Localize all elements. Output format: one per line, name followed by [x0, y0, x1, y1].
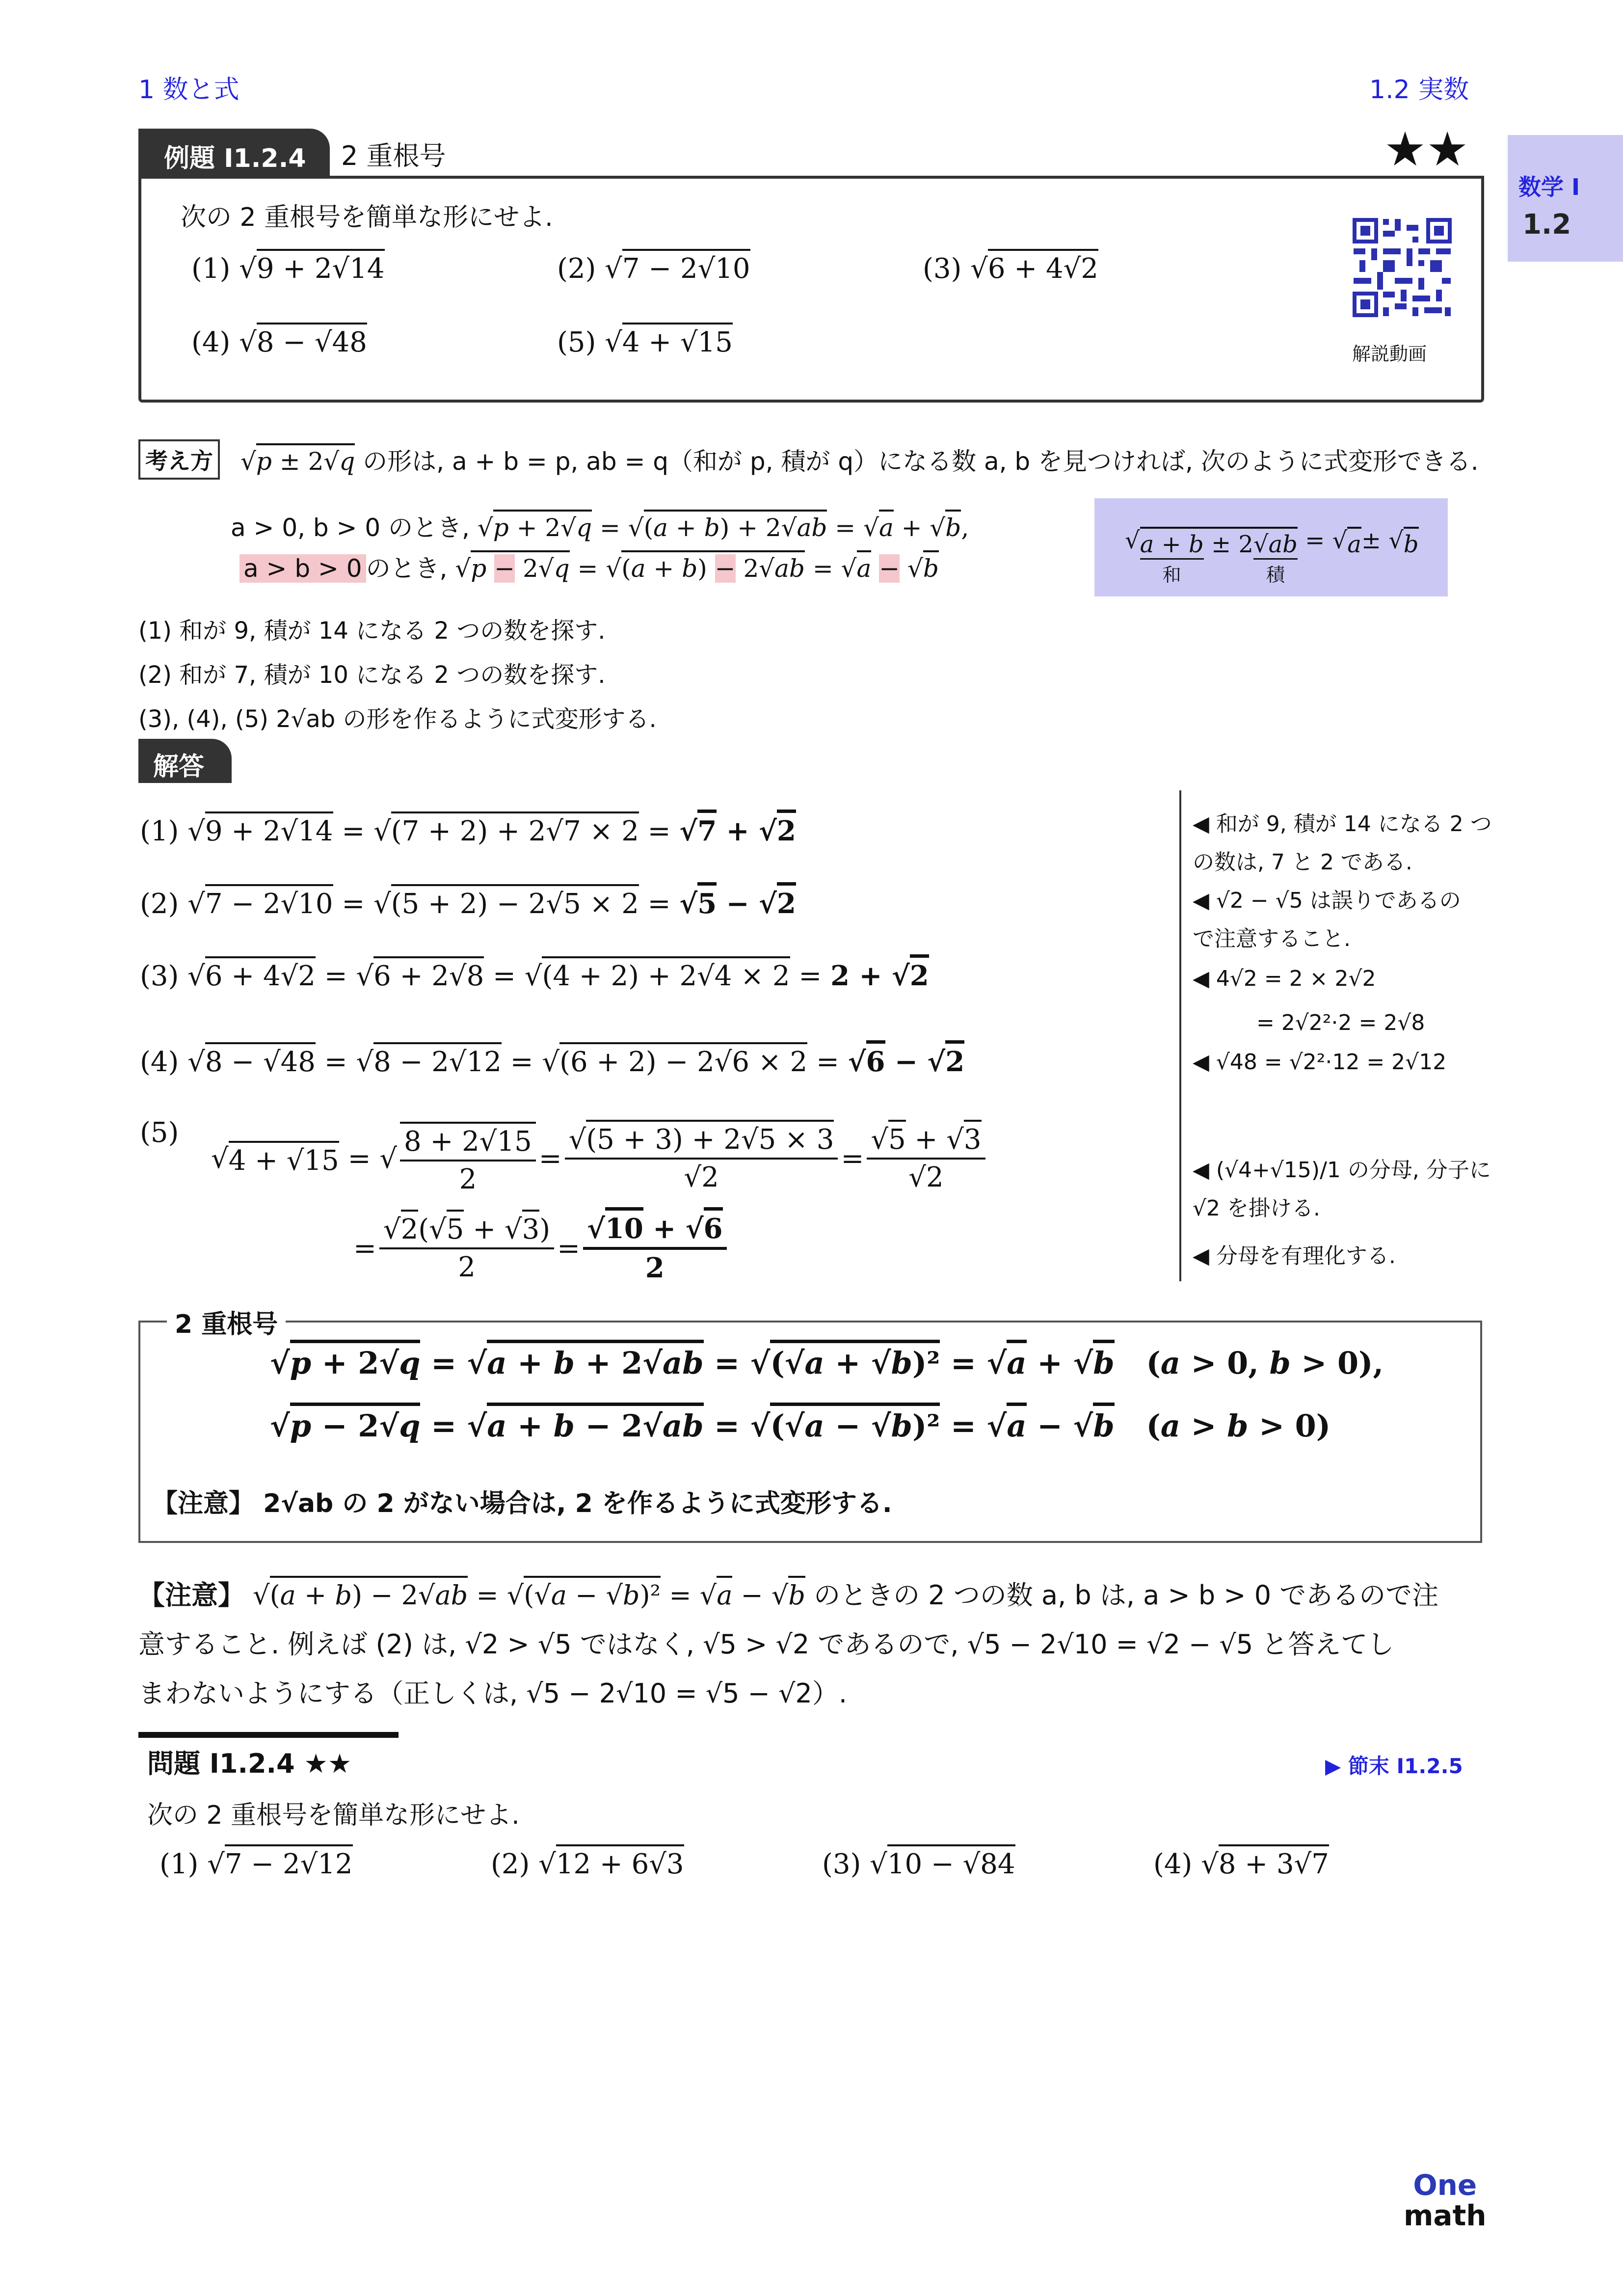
difficulty-stars: ★★ [1384, 122, 1469, 177]
side-note-1a: ◀ 和が 9, 積が 14 になる 2 つ [1193, 811, 1492, 837]
answer-label-tab [138, 739, 232, 783]
approach-label: 考え方 [138, 439, 220, 480]
example-item-5: (5) √4 + √15 [557, 326, 733, 358]
caution-line-1: のときの 2 つの数 a, b は, a > b > 0 であるので注 [814, 1580, 1439, 1611]
example-label-tab [138, 129, 330, 178]
answer-5-line-2: = $\frac{√2(√5 + √3)}{2}$ = $\frac{√10 + √6}{2}$ [353, 1213, 730, 1284]
example-item-2: (2) √7 − 2√10 [557, 253, 750, 285]
approach-note-1: (1) 和が 9, 積が 14 になる 2 つの数を探す. [138, 617, 606, 645]
answer-4: (4) √8 − √48 = √8 − 2√12 = √(6 + 2) − 2√6 × 2 = √6 − √2 [140, 1046, 964, 1078]
answer-1: (1) √9 + 2√14 = √(7 + 2) + 2√7 × 2 = √7 + √2 [140, 815, 796, 847]
example-item-3: (3) √6 + 4√2 [923, 253, 1098, 285]
approach-formula-box: √ a + b 和 ± 2 √ab 積 = √ a ± √ b [1094, 498, 1448, 596]
answer-5-label: (5) [140, 1117, 179, 1149]
side-note-5b: √2 を掛ける. [1193, 1196, 1321, 1221]
side-note-2a: ◀ √2 − √5 は誤りであるの [1193, 888, 1461, 913]
brand-logo [1404, 2170, 1487, 2231]
problem-item-2: (2) √12 + 6√3 [491, 1848, 684, 1880]
qr-code-icon[interactable] [1351, 216, 1454, 329]
summary-formula-2: √p − 2√q = √a + b − 2√ab = √(√a − √b)² = √a − √b (a > b > 0) [270, 1408, 1330, 1444]
example-item-4: (4) √8 − √48 [191, 326, 367, 358]
approach-case-1: a > 0, b > 0 のとき, √p + 2√q = √(a + b) + 2√ab = √a + √b, [231, 508, 969, 543]
side-note-3b: = 2√2²·2 = 2√8 [1256, 1010, 1425, 1035]
logo-line-2: math [1404, 2199, 1487, 2232]
side-note-4: ◀ √48 = √2²·12 = 2√12 [1193, 1050, 1447, 1075]
caution-line-2: 意すること. 例えば (2) は, √2 > √5 ではなく, √5 > √2 であるので, √5 − 2√10 = √2 − √5 と答えてし [138, 1629, 1394, 1660]
caution-paragraph: 【注意】 √(a + b) − 2√ab = √(√a − √b)² = √a − √b のときの 2 つの数 a, b は, a > b > 0 であるので注 意すること. 例えば (2) は, √2 > √5 ではなく, √5 > √2 であるので, √5 − 2√10 = √2 − √5 と答えてし まわないようにする（正しくは, √5 − 2√10 = √5 − √2）. [138, 1571, 1483, 1718]
problem-item-4: (4) √8 + 3√7 [1153, 1848, 1329, 1880]
approach-case-2: a > b > 0 のとき, √p − 2√q = √(a + b) − 2√ab = √a − √b [239, 549, 939, 584]
approach-intro: √p ± 2√q の形は, a + b = p, ab = q（和が p, 積が q）になる数 a, b を見つければ, 次のように式変形できる. [240, 442, 1479, 477]
problem-item-1: (1) √7 − 2√12 [160, 1848, 353, 1880]
caution-label: 【注意】 [138, 1580, 244, 1611]
side-note-5a: ◀ (√4+√15)/1 の分母, 分子に [1193, 1158, 1491, 1183]
side-subject: 数学 I [1518, 174, 1580, 200]
approach-notes [138, 609, 657, 741]
side-tab[interactable] [1508, 135, 1623, 262]
summary-title: 2 重根号 [167, 1303, 286, 1340]
example-title: 2 重根号 [341, 140, 446, 171]
example-prompt: 次の 2 重根号を簡単な形にせよ. [181, 203, 553, 232]
qr-caption: 解説動画 [1352, 343, 1427, 365]
approach-note-2: (2) 和が 7, 積が 10 になる 2 つの数を探す. [138, 661, 606, 689]
side-note-1b: の数は, 7 と 2 である. [1193, 850, 1412, 875]
answer-label: 解答 [153, 752, 205, 782]
problem-link[interactable]: ▶ 節末 I1.2.5 [1325, 1754, 1463, 1778]
caution-line-3: まわないようにする（正しくは, √5 − 2√10 = √5 − √2）. [138, 1678, 847, 1709]
logo-line-1: One [1413, 2168, 1477, 2202]
chapter-title: 1 数と式 [138, 75, 239, 105]
problem-item-3: (3) √10 − √84 [822, 1848, 1015, 1880]
section-title: 1.2 実数 [1369, 75, 1469, 105]
side-note-6: ◀ 分母を有理化する. [1193, 1243, 1396, 1269]
answer-5-line-1: √ 4 + √15 = √ $\frac{8 + 2√15}{2}$ = $\frac{√(5 + 3) + 2√5 \times 3}{√2}$ = $\frac{√5 + √3}{√2}$ [211, 1122, 988, 1195]
example-item-1: (1) √9 + 2√14 [191, 253, 385, 285]
problem-label: 問題 I1.2.4 ★★ [147, 1748, 352, 1779]
example-label: 例題 I1.2.4 [164, 144, 306, 173]
side-note-3a: ◀ 4√2 = 2 × 2√2 [1193, 966, 1376, 991]
problem-prompt: 次の 2 重根号を簡単な形にせよ. [147, 1801, 520, 1830]
box-sum-label: 和 [1162, 564, 1181, 586]
answer-2: (2) √7 − 2√10 = √(5 + 2) − 2√5 × 2 = √5 − √2 [140, 888, 796, 920]
side-note-2b: で注意すること. [1193, 926, 1351, 951]
approach-note-3: (3), (4), (5) 2√ab の形を作るように式変形する. [138, 705, 657, 733]
summary-formula-1: √p + 2√q = √a + b + 2√ab = √(√a + √b)² = √a + √b (a > 0, b > 0), [270, 1345, 1384, 1381]
side-section: 1.2 [1522, 209, 1571, 241]
side-note-divider [1179, 790, 1181, 1281]
box-prod-label: 積 [1266, 564, 1285, 586]
summary-note: 【注意】 2√ab の 2 がない場合は, 2 を作るように式変形する. [152, 1489, 892, 1518]
problem-rule [138, 1732, 399, 1738]
answer-3: (3) √6 + 4√2 = √6 + 2√8 = √(4 + 2) + 2√4 × 2 = 2 + √2 [140, 960, 929, 992]
